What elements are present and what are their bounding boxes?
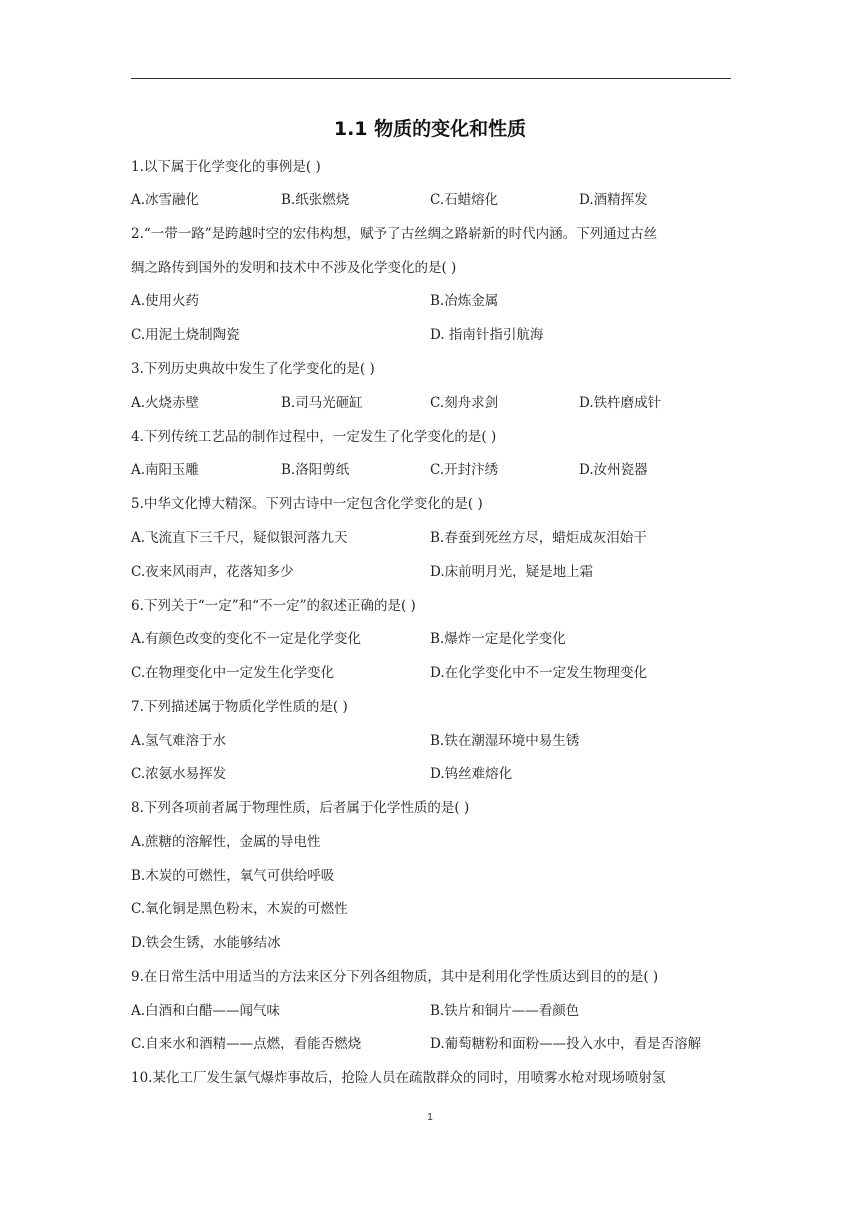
option-d: D.铁杵磨成针	[579, 395, 662, 411]
question-5-options-row-1	[131, 526, 731, 550]
question-8-option-d: D.铁会生锈，水能够结冰	[131, 935, 281, 951]
question-5-options-row-2	[131, 560, 731, 584]
question-8-option-a: A.蔗糖的溶解性，金属的导电性	[131, 834, 321, 850]
question-5-stem: 5.中华文化博大精深。下列古诗中一定包含化学变化的是( )	[131, 496, 483, 512]
option-c: C.夜来风雨声，花落知多少	[131, 564, 294, 580]
option-d: D.床前明月光，疑是地上霜	[430, 564, 594, 580]
option-d: D.汝州瓷器	[579, 462, 648, 478]
option-a: A.冰雪融化	[131, 192, 200, 208]
option-d: D. 指南针指引航海	[430, 327, 544, 343]
option-b: B.纸张燃烧	[281, 192, 350, 208]
option-d: D.在化学变化中不一定发生物理变化	[430, 665, 648, 681]
question-2-stem-line-1: 2.“一带一路”是跨越时空的宏伟构想，赋予了古丝绸之路崭新的时代内涵。下列通过古丝	[131, 226, 658, 242]
question-3-options	[131, 391, 731, 415]
question-7-stem: 7.下列描述属于物质化学性质的是( )	[131, 699, 348, 715]
page-number: 1	[427, 1112, 433, 1123]
question-9-options-row-2	[131, 1032, 731, 1056]
question-6-options-row-1	[131, 627, 731, 651]
question-7-options-row-1	[131, 729, 731, 753]
question-7-options-row-2	[131, 762, 731, 786]
option-c: C.用泥土烧制陶瓷	[131, 327, 240, 343]
option-a: A.使用火药	[131, 293, 200, 309]
option-c: C.浓氨水易挥发	[131, 766, 227, 782]
question-1-stem: 1.以下属于化学变化的事例是( )	[131, 159, 321, 175]
option-d: D.酒精挥发	[579, 192, 648, 208]
question-2-options-row-2	[131, 323, 731, 347]
option-b: B.司马光砸缸	[281, 395, 363, 411]
option-a: A.白酒和白醋——闻气味	[131, 1003, 281, 1019]
question-6-options-row-2	[131, 661, 731, 685]
option-a: A.火烧赤壁	[131, 395, 200, 411]
option-b: B.冶炼金属	[430, 293, 499, 309]
question-4-options	[131, 458, 731, 482]
question-8-option-b: B.木炭的可燃性，氧气可供给呼吸	[131, 868, 335, 884]
option-c: C.石蜡熔化	[430, 192, 499, 208]
option-a: A.有颜色改变的变化不一定是化学变化	[131, 631, 362, 647]
header-rule	[131, 78, 731, 79]
option-c: C.自来水和酒精——点燃，看能否燃烧	[131, 1036, 362, 1052]
question-8-stem: 8.下列各项前者属于物理性质，后者属于化学性质的是( )	[131, 800, 470, 816]
option-b: B.春蚕到死丝方尽，蜡炬成灰泪始干	[430, 530, 647, 546]
page-title: 1.1 物质的变化和性质	[333, 118, 527, 140]
option-c: C.开封汴绣	[430, 462, 499, 478]
question-1-options	[131, 188, 731, 212]
option-a: A.氢气难溶于水	[131, 733, 227, 749]
question-3-stem: 3.下列历史典故中发生了化学变化的是( )	[131, 361, 375, 377]
question-2-options-row-1	[131, 289, 731, 313]
question-9-options-row-1	[131, 999, 731, 1023]
question-10-stem: 10.某化工厂发生氯气爆炸事故后，抢险人员在疏散群众的同时，用喷雾水枪对现场喷射氢	[131, 1070, 666, 1086]
question-2-stem-line-2: 绸之路传到国外的发明和技术中不涉及化学变化的是( )	[131, 260, 457, 276]
option-b: B.铁在潮湿环境中易生锈	[430, 733, 580, 749]
option-a: A.南阳玉雕	[131, 462, 200, 478]
question-8-option-c: C.氧化铜是黑色粉末，木炭的可燃性	[131, 901, 348, 917]
option-a: A.飞流直下三千尺，疑似银河落九天	[131, 530, 348, 546]
option-c: C.刻舟求剑	[430, 395, 499, 411]
question-4-stem: 4.下列传统工艺品的制作过程中，一定发生了化学变化的是( )	[131, 429, 497, 445]
option-d: D.葡萄糖粉和面粉——投入水中，看是否溶解	[430, 1036, 702, 1052]
option-b: B.爆炸一定是化学变化	[430, 631, 566, 647]
option-b: B.铁片和铜片——看颜色	[430, 1003, 580, 1019]
question-9-stem: 9.在日常生活中用适当的方法来区分下列各组物质，其中是利用化学性质达到目的的是( )	[131, 969, 659, 985]
option-b: B.洛阳剪纸	[281, 462, 350, 478]
question-6-stem: 6.下列关于“一定”和“不一定”的叙述正确的是( )	[131, 598, 416, 614]
option-c: C.在物理变化中一定发生化学变化	[131, 665, 335, 681]
option-d: D.钨丝难熔化	[430, 766, 513, 782]
